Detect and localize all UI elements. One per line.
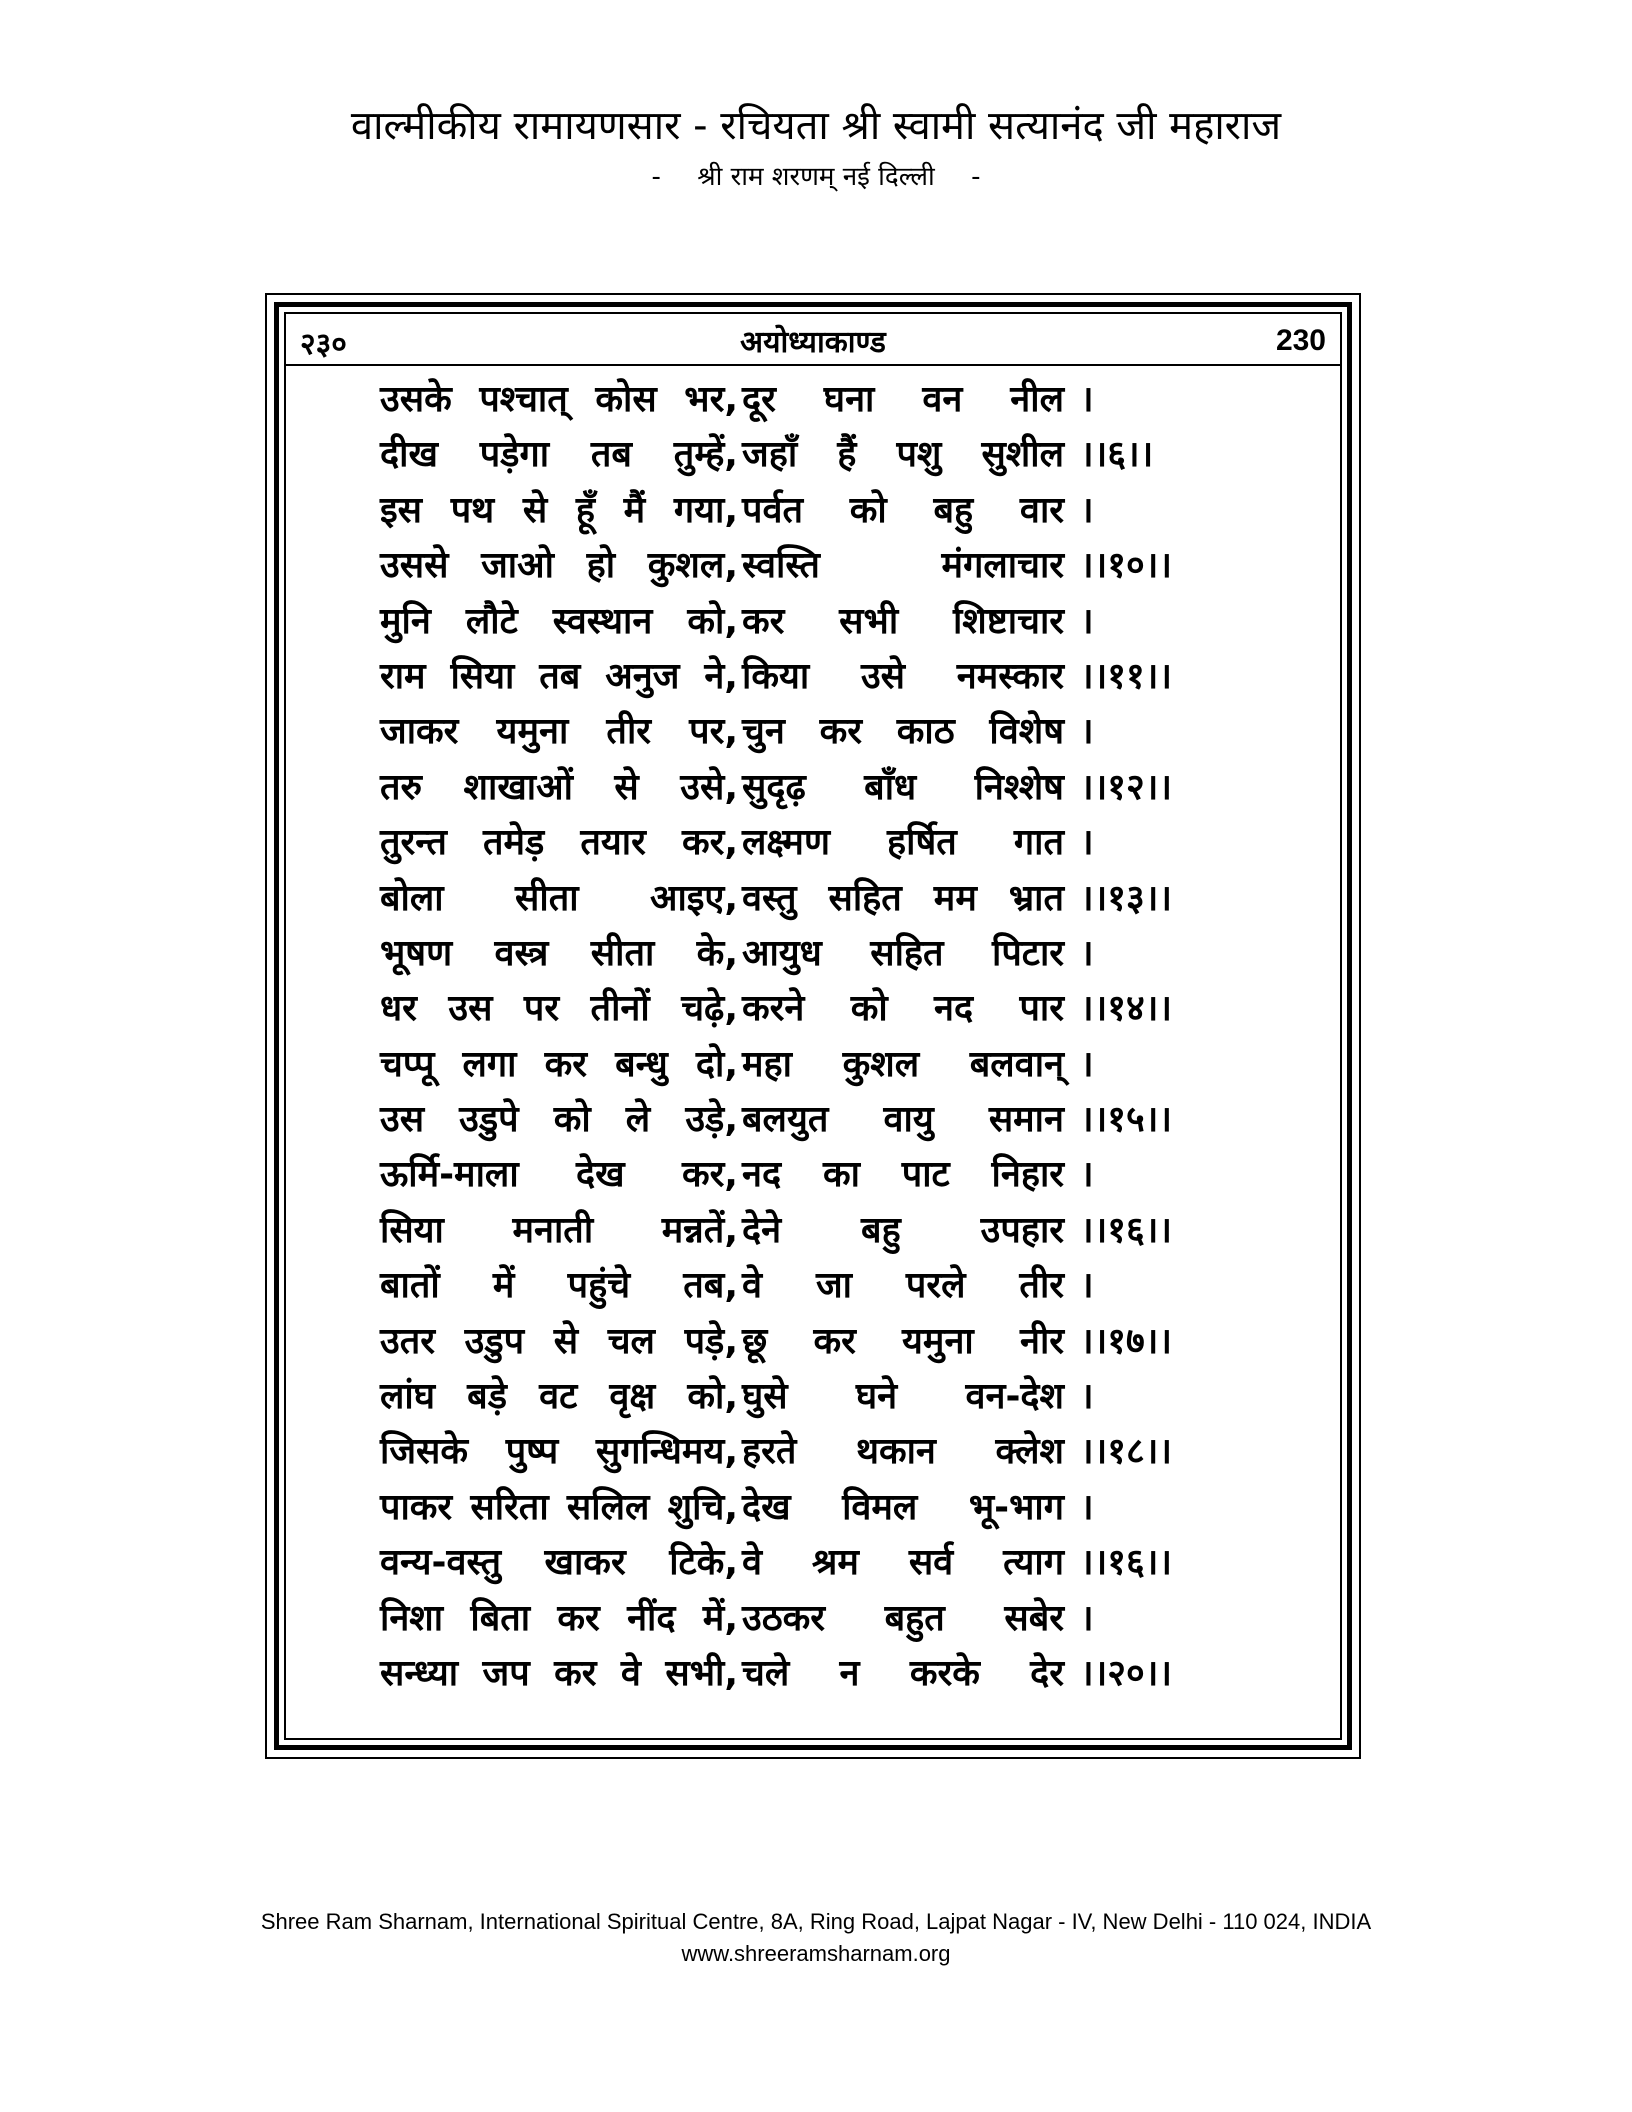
verse-marker: ।।१६।।	[1080, 1542, 1173, 1584]
verse-second-half: नद का पाट निहार	[742, 1154, 1064, 1196]
verse-line	[380, 1424, 1280, 1479]
verse-second-half: वे जा परले तीर	[742, 1265, 1064, 1307]
verse-first-half: बोला सीता आइए,	[380, 877, 738, 919]
verse-second-half: वस्तु सहित मम भ्रात	[742, 877, 1064, 919]
verse-second-half: दूर घना वन नील	[742, 379, 1064, 420]
page-footer	[0, 1906, 1632, 1970]
verse-marker: ।।१७।।	[1080, 1320, 1173, 1362]
heading-divider	[286, 364, 1340, 366]
verse-second-half: छू कर यमुना नीर	[742, 1320, 1064, 1362]
verse-line	[380, 815, 1280, 870]
verse-first-half: जाकर यमुना तीर पर,	[380, 711, 738, 753]
verse-marker: ।।११।।	[1080, 655, 1173, 697]
verse-marker: ।	[1080, 711, 1094, 753]
verse-line	[380, 871, 1280, 926]
verse-line	[380, 1535, 1280, 1590]
verse-second-half: चुन कर काठ विशेष	[742, 711, 1064, 753]
verse-second-half: कर सभी शिष्टाचार	[742, 600, 1064, 642]
verse-first-half: सिया मनाती मन्नतें,	[380, 1209, 738, 1251]
verse-second-half: हरते थकान क्लेश	[742, 1431, 1064, 1473]
verse-second-half: चले न करके देर	[742, 1652, 1064, 1694]
verse-first-half: दीख पड़ेगा तब तुम्हें,	[380, 434, 738, 476]
verse-line	[380, 1092, 1280, 1147]
verse-line	[380, 372, 1280, 427]
verse-line	[380, 1314, 1280, 1369]
verse-first-half: वन्य-वस्तु खाकर टिके,	[380, 1542, 738, 1584]
verse-marker: ।	[1080, 932, 1094, 974]
verse-line	[380, 649, 1280, 704]
verse-second-half: वे श्रम सर्व त्याग	[742, 1542, 1064, 1584]
verse-first-half: चप्पू लगा कर बन्धु दो,	[380, 1043, 738, 1085]
page-number-devanagari: २३०	[300, 327, 347, 362]
verse-line	[380, 1646, 1280, 1701]
verse-line	[380, 594, 1280, 649]
verse-second-half: आयुध सहित पिटार	[742, 932, 1064, 974]
verse-first-half: जिसके पुष्प सुगन्धिमय,	[380, 1431, 738, 1473]
page-number: 230	[1275, 324, 1326, 357]
verse-line	[380, 1591, 1280, 1646]
subtitle-dash-left: -	[651, 162, 661, 192]
verse-line	[380, 538, 1280, 593]
verse-first-half: उसके पश्चात् कोस भर,	[380, 379, 738, 420]
verse-marker: ।	[1080, 379, 1094, 420]
verse-marker: ।।२०।।	[1080, 1652, 1173, 1694]
verse-first-half: मुनि लौटे स्वस्थान को,	[380, 600, 738, 642]
verse-first-half: सन्ध्या जप कर वे सभी,	[380, 1652, 738, 1694]
verse-first-half: उस उडुपे को ले उड़े,	[380, 1099, 738, 1141]
verse-marker: ।	[1080, 489, 1094, 531]
verse-marker: ।	[1080, 1486, 1094, 1528]
verse-marker: ।।१६।।	[1080, 1209, 1173, 1251]
verse-marker: ।	[1080, 1597, 1094, 1639]
verse-second-half: महा कुशल बलवान्	[742, 1043, 1064, 1085]
subtitle-dash-right: -	[971, 162, 981, 192]
verse-first-half: ऊर्मि-माला देख कर,	[380, 1154, 738, 1196]
document-title: वाल्मीकीय रामायणसार - रचियता श्री स्वामी सत्यानंद जी महाराज	[350, 103, 1282, 149]
verse-line	[380, 1480, 1280, 1535]
verse-marker: ।।१४।।	[1080, 988, 1173, 1030]
verse-first-half: भूषण वस्त्र सीता के,	[380, 932, 738, 974]
verse-second-half: बलयुत वायु समान	[742, 1099, 1064, 1141]
verse-marker: ।	[1080, 1265, 1094, 1307]
verse-first-half: निशा बिता कर नींद में,	[380, 1597, 738, 1639]
verse-second-half: जहाँ हैं पशु सुशील	[742, 434, 1064, 476]
verse-first-half: बातों में पहुंचे तब,	[380, 1265, 738, 1307]
verse-marker: ।।१०।।	[1080, 545, 1173, 587]
verse-marker: ।।१३।।	[1080, 877, 1173, 919]
verse-marker: ।	[1080, 600, 1094, 642]
verse-first-half: तरु शाखाओं से उसे,	[380, 766, 738, 808]
verse-first-half: पाकर सरिता सलिल शुचि,	[380, 1486, 738, 1528]
verse-line	[380, 483, 1280, 538]
verse-list	[380, 372, 1280, 1701]
verse-second-half: सुदृढ़ बाँध निश्शेष	[742, 766, 1064, 808]
verse-second-half: किया उसे नमस्कार	[742, 655, 1064, 697]
verse-line	[380, 1147, 1280, 1202]
page-heading	[300, 318, 1326, 364]
verse-marker: ।	[1080, 1376, 1094, 1418]
verse-marker: ।।१५।।	[1080, 1099, 1173, 1141]
verse-line	[380, 760, 1280, 815]
verse-first-half: तुरन्त तमेड़ तयार कर,	[380, 822, 738, 864]
verse-second-half: देख विमल भू-भाग	[742, 1486, 1064, 1528]
verse-second-half: घुसे घने वन-देश	[742, 1376, 1064, 1418]
footer-address: Shree Ram Sharnam, International Spiritual Centre, 8A, Ring Road, Lajpat Nagar - IV, New Delhi - 110 024, INDIA	[260, 1909, 1372, 1934]
verse-second-half: उठकर बहुत सबेर	[742, 1597, 1064, 1639]
footer-website[interactable]: www.shreeramsharnam.org	[681, 1941, 951, 1966]
verse-line	[380, 926, 1280, 981]
verse-first-half: धर उस पर तीनों चढ़े,	[380, 988, 738, 1030]
verse-line	[380, 704, 1280, 759]
verse-marker: ।	[1080, 1154, 1094, 1196]
verse-line	[380, 1369, 1280, 1424]
verse-line	[380, 981, 1280, 1036]
subtitle-publisher: श्री राम शरणम् नई दिल्ली	[697, 162, 935, 192]
verse-line	[380, 1037, 1280, 1092]
verse-second-half: लक्ष्मण हर्षित गात	[742, 822, 1064, 864]
verse-second-half: करने को नद पार	[742, 988, 1064, 1030]
verse-line	[380, 427, 1280, 482]
verse-line	[380, 1203, 1280, 1258]
verse-line	[380, 1258, 1280, 1313]
verse-first-half: इस पथ से हूँ मैं गया,	[380, 489, 738, 531]
verse-marker: ।	[1080, 1043, 1094, 1085]
verse-first-half: उससे जाओ हो कुशल,	[380, 545, 738, 587]
verse-first-half: राम सिया तब अनुज ने,	[380, 655, 738, 697]
verse-marker: ।।१८।।	[1080, 1431, 1173, 1473]
chapter-title: अयोध्याकाण्ड	[740, 325, 886, 360]
verse-marker: ।।१२।।	[1080, 766, 1173, 808]
verse-second-half: स्वस्ति मंगलाचार	[742, 545, 1064, 587]
verse-first-half: उतर उडुप से चल पड़े,	[380, 1320, 738, 1362]
verse-second-half: देने बहु उपहार	[742, 1209, 1064, 1251]
verse-marker: ।	[1080, 822, 1094, 864]
verse-first-half: लांघ बड़े वट वृक्ष को,	[380, 1376, 738, 1418]
verse-second-half: पर्वत को बहु वार	[742, 489, 1064, 531]
verse-marker: ।।६।।	[1080, 434, 1154, 476]
document-subtitle	[0, 160, 1632, 194]
